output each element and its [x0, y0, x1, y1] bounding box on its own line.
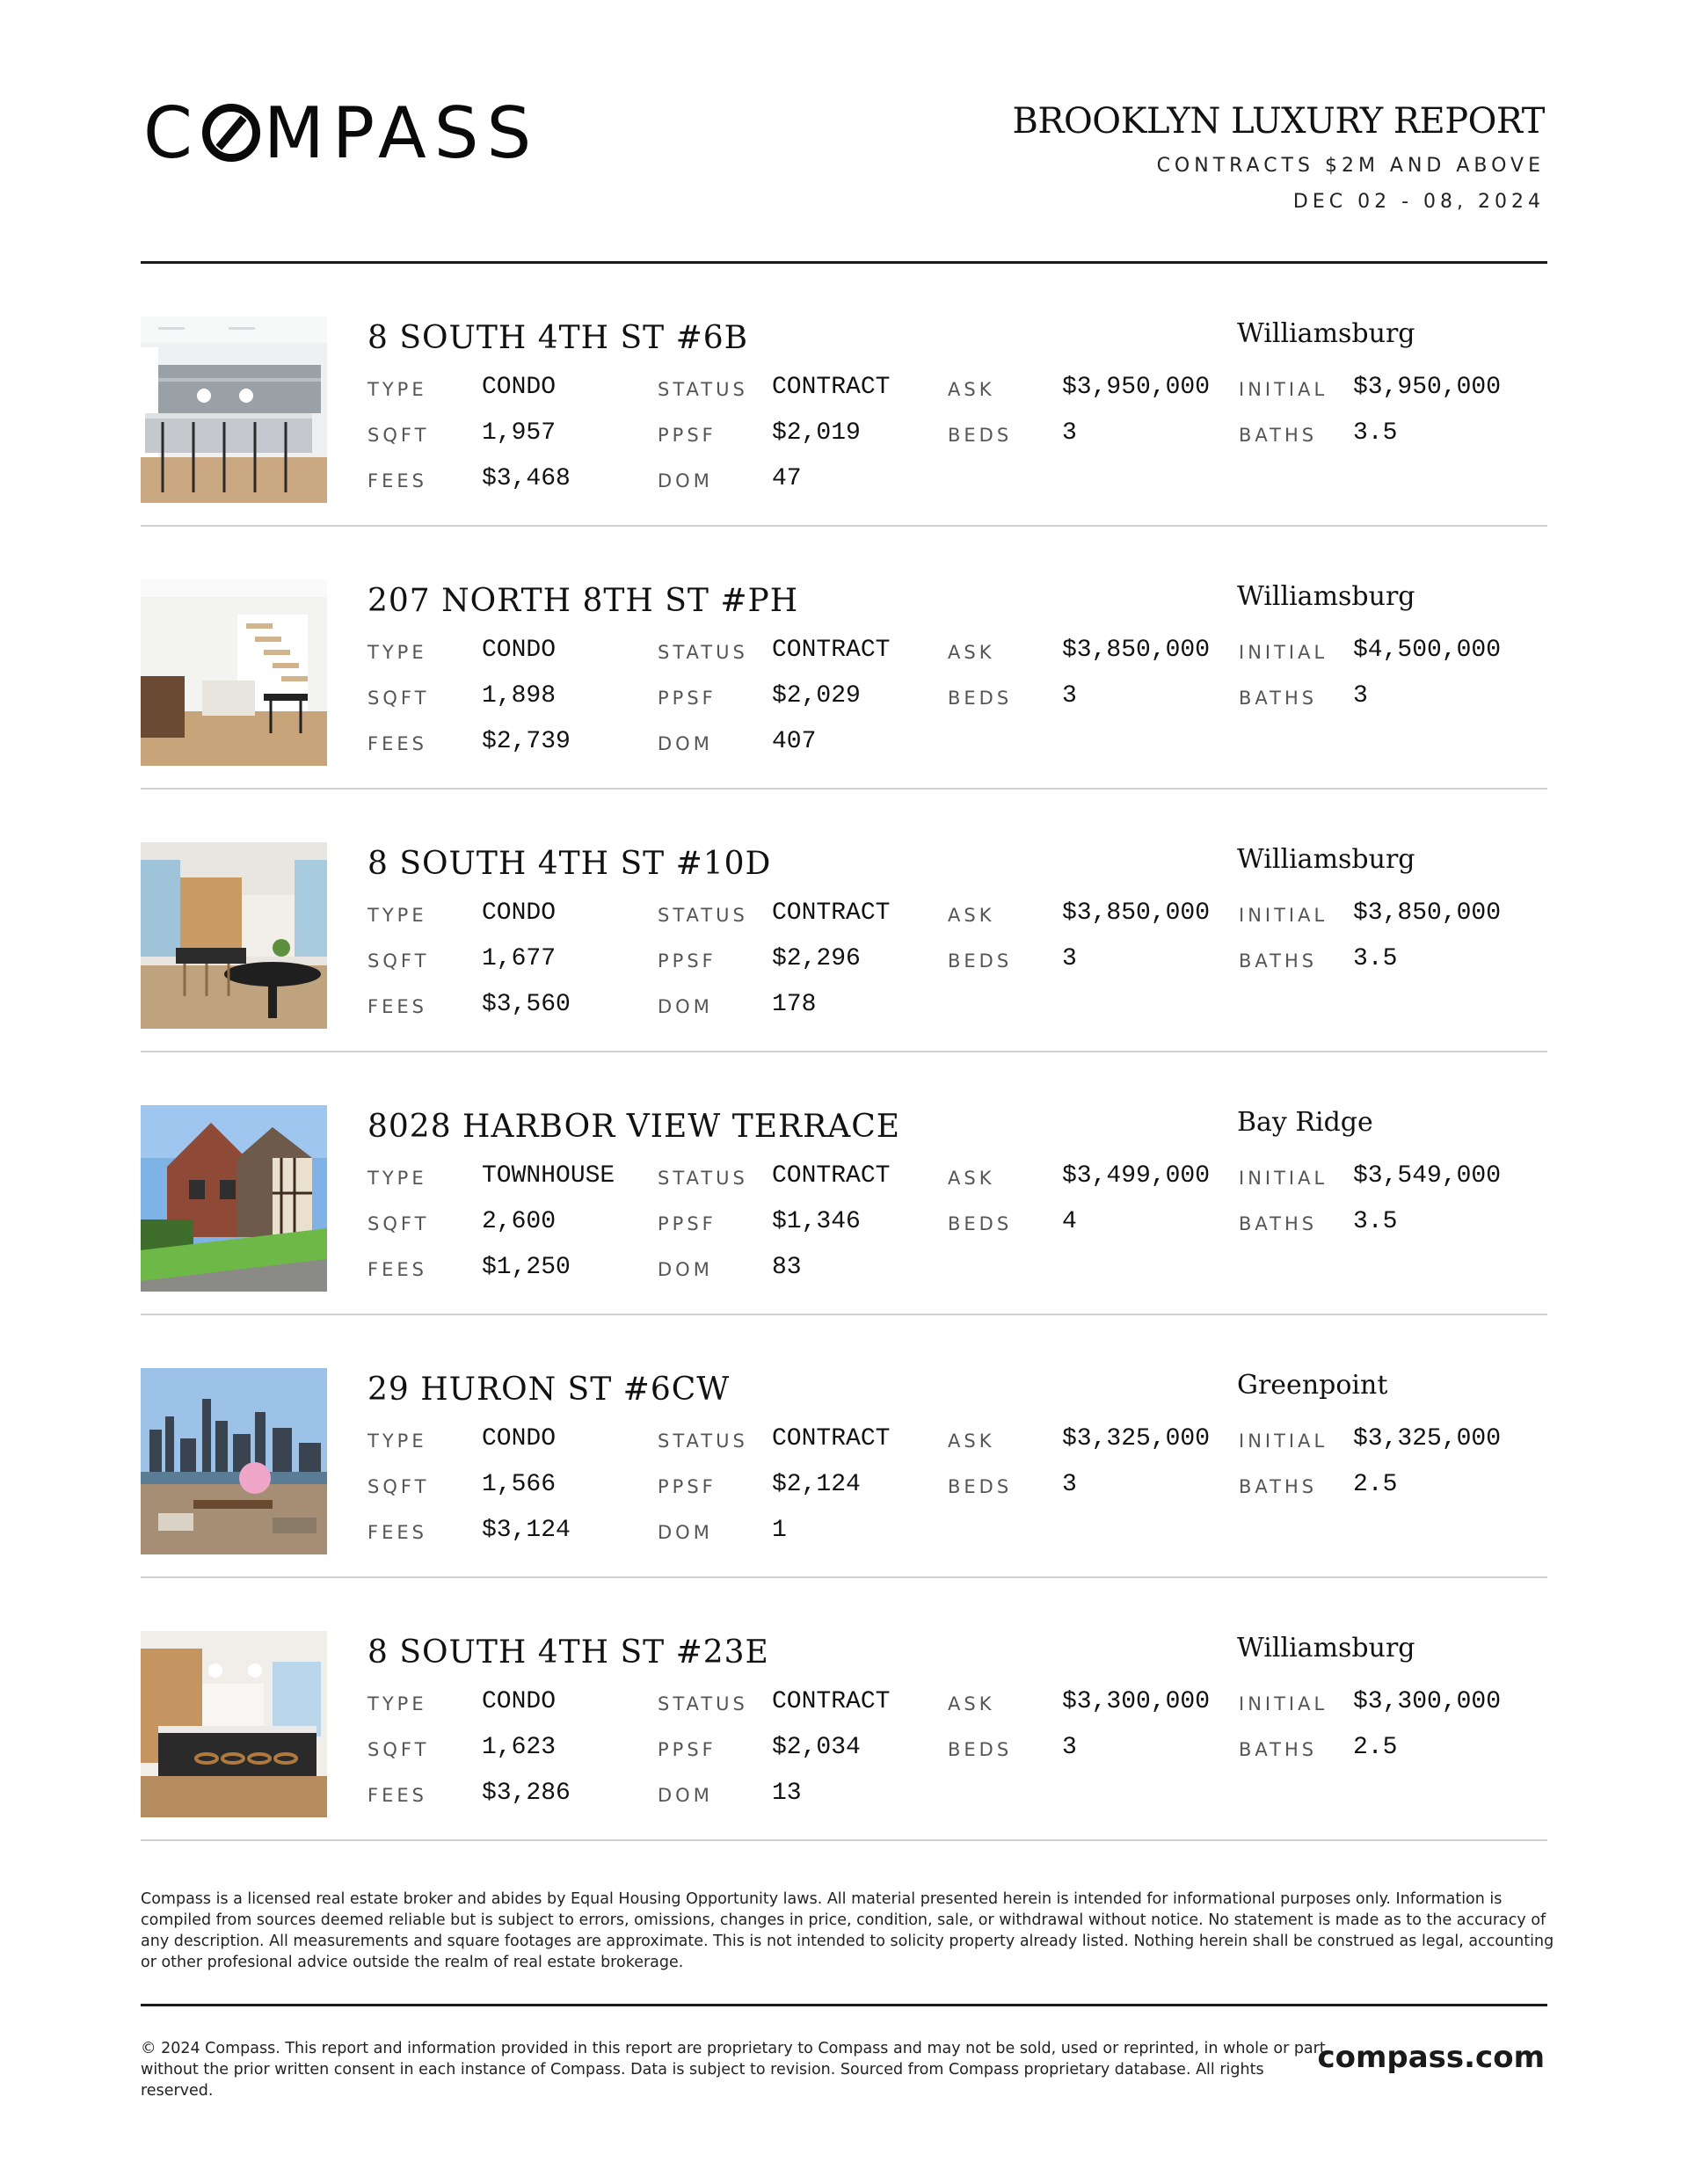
value-initial: $3,950,000: [1353, 374, 1502, 401]
label-beds: BEDS: [948, 950, 1013, 972]
compass-o-icon: [202, 104, 260, 162]
listing-row[interactable]: [141, 264, 1547, 527]
label-beds: BEDS: [948, 1476, 1013, 1497]
label-fees: FEES: [367, 1259, 427, 1280]
label-dom: DOM: [658, 1259, 713, 1280]
value-sqft: 1,623: [482, 1734, 557, 1761]
value-ask: $3,499,000: [1062, 1162, 1211, 1190]
label-dom: DOM: [658, 1785, 713, 1806]
value-status: CONTRACT: [772, 1425, 891, 1452]
label-status: STATUS: [658, 1431, 748, 1452]
value-type: TOWNHOUSE: [482, 1162, 615, 1190]
value-dom: 13: [772, 1780, 802, 1807]
value-baths: 3: [1353, 682, 1368, 710]
label-status: STATUS: [658, 1693, 748, 1714]
listing-address[interactable]: 8 SOUTH 4TH ST #10D: [367, 846, 772, 882]
label-dom: DOM: [658, 733, 713, 754]
value-sqft: 1,677: [482, 945, 557, 972]
listing-row[interactable]: [141, 527, 1547, 790]
value-fees: $1,250: [482, 1254, 571, 1281]
listing-row[interactable]: [141, 1052, 1547, 1315]
copyright-text: © 2024 Compass. This report and information provided in this report are proprietary to Compass and may not be sold, used or reprinted, in whole or part, without the prior written consent in each instance of Compass. Data is subject to revision. Sourced from Compass proprietary database. All rights reserved.: [141, 2040, 1331, 2100]
value-status: CONTRACT: [772, 637, 891, 664]
logo-letter-c: C: [143, 91, 200, 174]
value-baths: 2.5: [1353, 1734, 1398, 1761]
listing-address[interactable]: 8 SOUTH 4TH ST #6B: [367, 320, 749, 356]
label-baths: BATHS: [1239, 950, 1318, 972]
staircase-interior-photo: [141, 579, 327, 766]
value-fees: $3,286: [482, 1780, 571, 1807]
dining-room-photo: [141, 842, 327, 1029]
label-beds: BEDS: [948, 425, 1013, 446]
value-status: CONTRACT: [772, 374, 891, 401]
label-sqft: SQFT: [367, 1476, 430, 1497]
label-baths: BATHS: [1239, 1476, 1318, 1497]
report-header: [1012, 98, 1545, 215]
label-initial: INITIAL: [1239, 642, 1328, 663]
value-dom: 47: [772, 465, 802, 492]
listing-row[interactable]: [141, 1578, 1547, 1841]
label-fees: FEES: [367, 470, 427, 491]
value-status: CONTRACT: [772, 899, 891, 927]
label-sqft: SQFT: [367, 950, 430, 972]
label-beds: BEDS: [948, 1739, 1013, 1760]
label-sqft: SQFT: [367, 1739, 430, 1760]
listing-neighborhood: Williamsburg: [1237, 844, 1415, 875]
value-type: CONDO: [482, 1688, 557, 1715]
value-beds: 3: [1062, 1471, 1077, 1498]
listings-list: [141, 264, 1547, 1841]
label-ask: ASK: [948, 905, 995, 926]
label-type: TYPE: [367, 642, 427, 663]
label-fees: FEES: [367, 996, 427, 1017]
value-ppsf: $2,296: [772, 945, 861, 972]
listing-row[interactable]: [141, 1315, 1547, 1578]
value-baths: 3.5: [1353, 419, 1398, 447]
label-ppsf: PPSF: [658, 950, 717, 972]
label-baths: BATHS: [1239, 1739, 1318, 1760]
label-dom: DOM: [658, 470, 713, 491]
label-type: TYPE: [367, 379, 427, 400]
value-beds: 3: [1062, 682, 1077, 710]
value-ask: $3,300,000: [1062, 1688, 1211, 1715]
label-ppsf: PPSF: [658, 1739, 717, 1760]
value-ppsf: $1,346: [772, 1208, 861, 1235]
label-initial: INITIAL: [1239, 905, 1328, 926]
value-beds: 3: [1062, 419, 1077, 447]
value-type: CONDO: [482, 374, 557, 401]
tudor-house-exterior-photo: [141, 1105, 327, 1292]
label-baths: BATHS: [1239, 425, 1318, 446]
label-initial: INITIAL: [1239, 1693, 1328, 1714]
value-baths: 2.5: [1353, 1471, 1398, 1498]
compass-logo: [143, 91, 540, 174]
label-status: STATUS: [658, 379, 748, 400]
listing-row[interactable]: [141, 790, 1547, 1052]
value-baths: 3.5: [1353, 945, 1398, 972]
listing-address[interactable]: 207 NORTH 8TH ST #PH: [367, 583, 799, 619]
label-fees: FEES: [367, 1785, 427, 1806]
label-beds: BEDS: [948, 688, 1013, 709]
label-ppsf: PPSF: [658, 1476, 717, 1497]
label-initial: INITIAL: [1239, 1431, 1328, 1452]
value-initial: $4,500,000: [1353, 637, 1502, 664]
label-status: STATUS: [658, 1168, 748, 1189]
value-sqft: 1,566: [482, 1471, 557, 1498]
value-type: CONDO: [482, 1425, 557, 1452]
value-ppsf: $2,124: [772, 1471, 861, 1498]
value-dom: 407: [772, 728, 817, 755]
value-ppsf: $2,029: [772, 682, 861, 710]
value-sqft: 1,957: [482, 419, 557, 447]
value-type: CONDO: [482, 637, 557, 664]
label-baths: BATHS: [1239, 688, 1318, 709]
label-beds: BEDS: [948, 1213, 1013, 1234]
value-status: CONTRACT: [772, 1162, 891, 1190]
value-dom: 178: [772, 991, 817, 1018]
label-baths: BATHS: [1239, 1213, 1318, 1234]
value-ask: $3,850,000: [1062, 637, 1211, 664]
label-sqft: SQFT: [367, 688, 430, 709]
value-initial: $3,549,000: [1353, 1162, 1502, 1190]
label-ask: ASK: [948, 1431, 995, 1452]
disclaimer-text: Compass is a licensed real estate broker and abides by Equal Housing Opportunity laws. All material presented herein is intended for informational purposes only. Information is compiled from sources deemed reliable but is subject to errors, omissions, changes in price, condition, sale, or withdrawal without notice. No statement is made as to the accuracy of any description. All measurements and square footages are approximate. This is not intended to solicity property already listed. Nothing herein shall be construed as legal, accounting or other profesional advice outside the realm of real estate brokerage.: [141, 1890, 1554, 1971]
label-fees: FEES: [367, 1522, 427, 1543]
value-ppsf: $2,019: [772, 419, 861, 447]
listing-address[interactable]: 29 HURON ST #6CW: [367, 1372, 731, 1408]
value-ask: $3,325,000: [1062, 1425, 1211, 1452]
report-title: BROOKLYN LUXURY REPORT: [1012, 101, 1545, 142]
value-ask: $3,950,000: [1062, 374, 1211, 401]
value-dom: 1: [772, 1517, 787, 1544]
value-ask: $3,850,000: [1062, 899, 1211, 927]
label-dom: DOM: [658, 996, 713, 1017]
value-fees: $3,468: [482, 465, 571, 492]
label-status: STATUS: [658, 642, 748, 663]
listing-neighborhood: Williamsburg: [1237, 581, 1415, 612]
value-beds: 3: [1062, 945, 1077, 972]
label-ppsf: PPSF: [658, 688, 717, 709]
label-dom: DOM: [658, 1522, 713, 1543]
value-initial: $3,325,000: [1353, 1425, 1502, 1452]
label-ask: ASK: [948, 1168, 995, 1189]
value-type: CONDO: [482, 899, 557, 927]
value-ppsf: $2,034: [772, 1734, 861, 1761]
listing-neighborhood: Williamsburg: [1237, 318, 1415, 349]
label-sqft: SQFT: [367, 425, 430, 446]
label-type: TYPE: [367, 1693, 427, 1714]
rooftop-skyline-photo: [141, 1368, 327, 1554]
compass-site-link[interactable]: compass.com: [1317, 2040, 1545, 2075]
listing-neighborhood: Williamsburg: [1237, 1633, 1415, 1663]
label-sqft: SQFT: [367, 1213, 430, 1234]
report-date-range: DEC 02 - 08, 2024: [1292, 191, 1545, 213]
label-status: STATUS: [658, 905, 748, 926]
value-beds: 3: [1062, 1734, 1077, 1761]
label-initial: INITIAL: [1239, 379, 1328, 400]
label-ask: ASK: [948, 379, 995, 400]
label-ask: ASK: [948, 642, 995, 663]
value-fees: $2,739: [482, 728, 571, 755]
report-subtitle: CONTRACTS $2M AND ABOVE: [1156, 155, 1545, 177]
label-type: TYPE: [367, 1168, 427, 1189]
label-ask: ASK: [948, 1693, 995, 1714]
logo-letters-mpass: MPASS: [263, 91, 540, 174]
value-status: CONTRACT: [772, 1688, 891, 1715]
value-sqft: 2,600: [482, 1208, 557, 1235]
listing-address[interactable]: 8 SOUTH 4TH ST #23E: [367, 1634, 769, 1671]
kitchen-interior-photo: [141, 317, 327, 503]
value-sqft: 1,898: [482, 682, 557, 710]
label-ppsf: PPSF: [658, 425, 717, 446]
listing-address[interactable]: 8028 HARBOR VIEW TERRACE: [367, 1109, 901, 1145]
label-ppsf: PPSF: [658, 1213, 717, 1234]
value-baths: 3.5: [1353, 1208, 1398, 1235]
value-beds: 4: [1062, 1208, 1077, 1235]
value-fees: $3,560: [482, 991, 571, 1018]
listing-neighborhood: Greenpoint: [1237, 1370, 1388, 1401]
footer-divider: [141, 2004, 1547, 2006]
label-initial: INITIAL: [1239, 1168, 1328, 1189]
value-dom: 83: [772, 1254, 802, 1281]
kitchen-island-photo: [141, 1631, 327, 1817]
value-initial: $3,300,000: [1353, 1688, 1502, 1715]
value-fees: $3,124: [482, 1517, 571, 1544]
value-initial: $3,850,000: [1353, 899, 1502, 927]
label-fees: FEES: [367, 733, 427, 754]
label-type: TYPE: [367, 905, 427, 926]
listing-neighborhood: Bay Ridge: [1237, 1107, 1373, 1138]
label-type: TYPE: [367, 1431, 427, 1452]
